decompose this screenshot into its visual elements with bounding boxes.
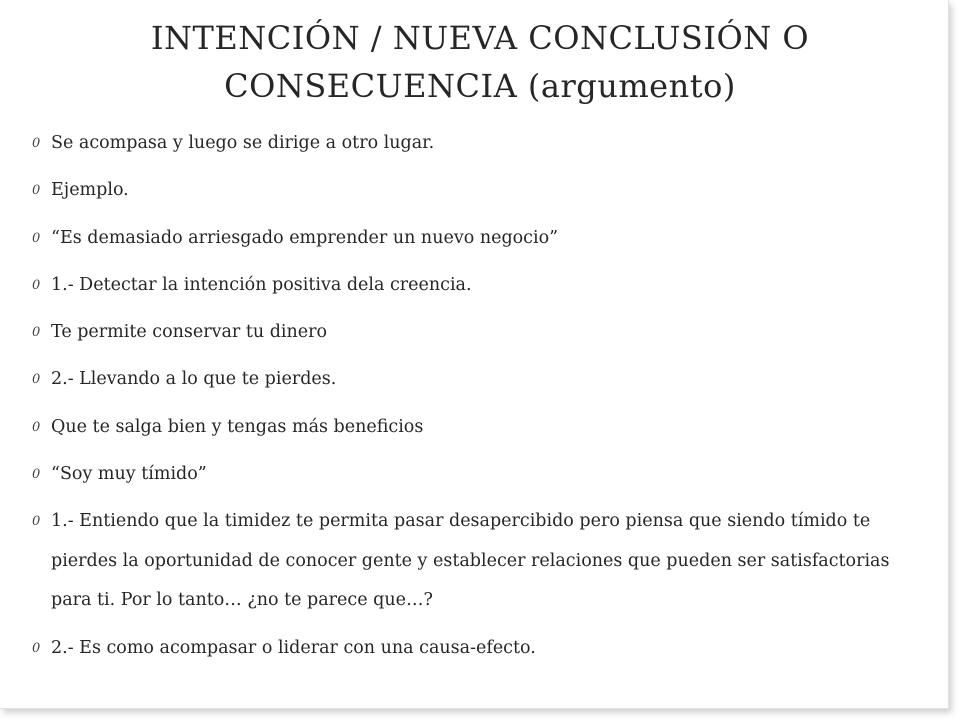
list-item <box>32 629 912 669</box>
bullet-text: 1.- Detectar la intención positiva dela creencia. <box>51 274 472 295</box>
list-item <box>32 408 912 448</box>
bullet-text: Se acompasa y luego se dirige a otro lugar. <box>51 133 435 153</box>
bullet-marker: 0 <box>32 136 41 151</box>
bullet-text: Te permite conservar tu dinero <box>51 322 328 343</box>
bullet-list <box>32 124 912 676</box>
list-item <box>32 502 912 621</box>
bullet-marker: 0 <box>32 183 41 199</box>
bullet-text: 2.- Llevando a lo que te pierdes. <box>51 369 337 390</box>
bullet-text: 2.- Es como acompasar o liderar con una causa-efecto. <box>51 637 536 658</box>
list-item <box>32 124 912 164</box>
bullet-text: Que te salga bien y tengas más beneficios <box>51 416 424 437</box>
list-item <box>32 455 912 495</box>
bullet-marker: 0 <box>32 325 41 341</box>
bullet-marker: 0 <box>32 277 41 293</box>
bullet-marker: 0 <box>32 640 41 656</box>
bullet-text: 1.- Entiendo que la timidez te permita pasar desapercibido pero piensa que siendo tímido te pierdes la oportunidad de conocer gente y establecer relaciones que pueden ser satisfactorias para ti. Por lo tanto… ¿no te parece que…? <box>51 511 890 611</box>
bullet-text: Ejemplo. <box>51 180 129 201</box>
bullet-marker: 0 <box>32 467 41 483</box>
bullet-text: “Es demasiado arriesgado emprender un nuevo negocio” <box>51 227 559 248</box>
bullet-marker: 0 <box>32 419 41 435</box>
slide-title: INTENCIÓN / NUEVA CONCLUSIÓN O CONSECUENCIA (argumento) <box>150 19 810 105</box>
bullet-marker: 0 <box>32 372 41 388</box>
list-item <box>32 219 912 259</box>
list-item <box>32 360 912 400</box>
bullet-text: “Soy muy tímido” <box>51 464 207 485</box>
list-item <box>32 171 912 211</box>
bullet-marker: 0 <box>32 230 41 246</box>
list-item <box>32 266 912 306</box>
bullet-marker: 0 <box>32 514 41 530</box>
list-item <box>32 313 912 353</box>
